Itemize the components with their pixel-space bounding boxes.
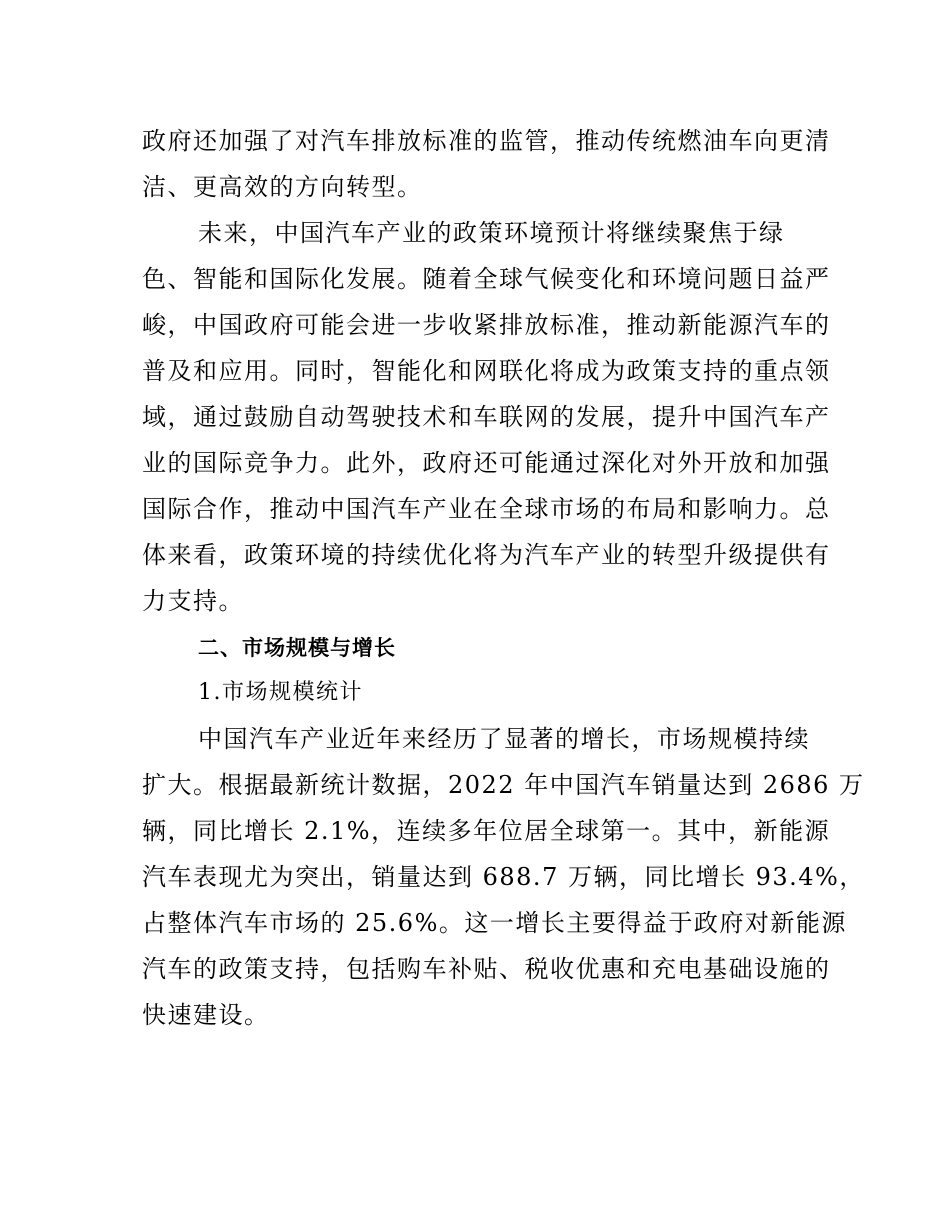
paragraph-line: 域，通过鼓励自动驾驶技术和车联网的发展，提升中国汽车产 (142, 403, 831, 431)
paragraph-line: 色、智能和国际化发展。随着全球气候变化和环境问题日益严 (142, 265, 831, 293)
paragraph-line: 普及和应用。同时，智能化和网联化将成为政策支持的重点领 (142, 357, 831, 385)
section-heading: 二、市场规模与增长 (198, 636, 396, 660)
paragraph-line: 汽车的政策支持，包括购车补贴、税收优惠和充电基础设施的 (142, 955, 831, 983)
paragraph-line: 未来，中国汽车产业的政策环境预计将继续聚焦于绿 (198, 219, 785, 247)
paragraph-line: 力支持。 (142, 587, 244, 615)
paragraph-line: 占整体汽车市场的 25.6%。这一增长主要得益于政府对新能源 (142, 909, 847, 937)
paragraph-line: 峻，中国政府可能会进一步收紧排放标准，推动新能源汽车的 (142, 311, 831, 339)
paragraph-line: 辆，同比增长 2.1%，连续多年位居全球第一。其中，新能源 (142, 817, 831, 845)
paragraph-line: 快速建设。 (142, 1001, 270, 1029)
paragraph-line: 汽车表现尤为突出，销量达到 688.7 万辆，同比增长 93.4%， (142, 863, 865, 891)
paragraph-line: 扩大。根据最新统计数据，2022 年中国汽车销量达到 2686 万 (142, 771, 865, 799)
subsection-heading: 1.市场规模统计 (198, 680, 363, 705)
paragraph-line: 业的国际竞争力。此外，政府还可能通过深化对外开放和加强 (142, 449, 831, 477)
paragraph-line: 国际合作，推动中国汽车产业在全球市场的布局和影响力。总 (142, 495, 831, 523)
paragraph-line: 体来看，政策环境的持续优化将为汽车产业的转型升级提供有 (142, 541, 831, 569)
paragraph-line: 洁、更高效的方向转型。 (142, 173, 423, 201)
paragraph-line: 中国汽车产业近年来经历了显著的增长，市场规模持续 (198, 725, 810, 753)
paragraph-line: 政府还加强了对汽车排放标准的监管，推动传统燃油车向更清 (142, 127, 831, 155)
